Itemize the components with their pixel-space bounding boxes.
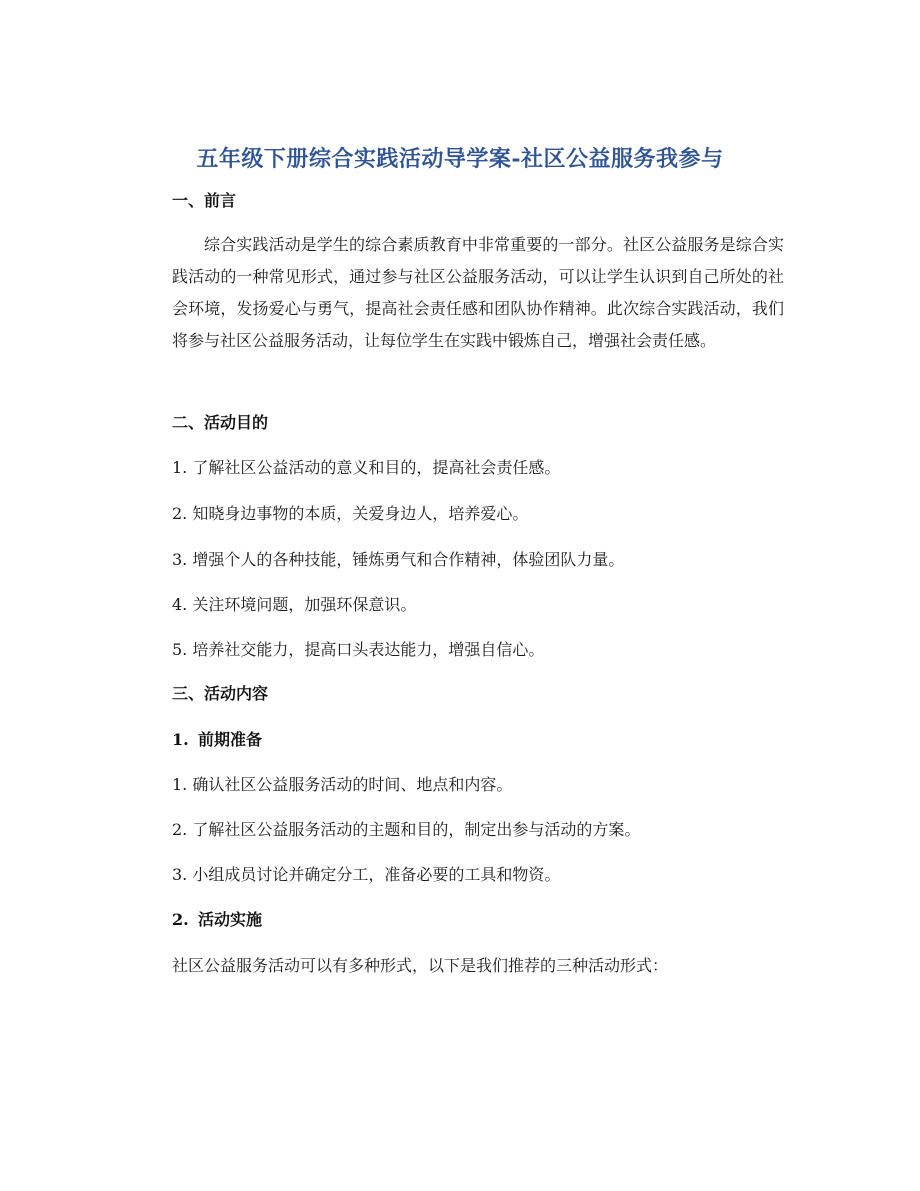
document-title: 五年级下册综合实践活动导学案-社区公益服务我参与 [196,146,724,172]
subsection-heading-preparation [172,728,262,752]
goal-item-3: 3. 增强个人的各种技能，锤炼勇气和合作精神，体验团队力量。 [172,550,625,569]
section-heading-content: 三、活动内容 [172,684,269,703]
section-heading-goals: 二、活动目的 [172,413,269,432]
implementation-paragraph: 社区公益服务活动可以有多种形式，以下是我们推荐的三种活动形式： [172,956,669,975]
preparation-item-2: 2. 了解社区公益服务活动的主题和目的，制定出参与活动的方案。 [172,820,641,839]
goal-item-5: 5. 培养社交能力，提高口头表达能力，增强自信心。 [172,640,545,659]
goal-item-2: 2. 知晓身边事物的本质，关爱身边人，培养爱心。 [172,504,529,523]
subsection-number: 2. [172,910,189,929]
subsection-heading-implementation [172,908,262,932]
section-heading-preface: 一、前言 [172,191,237,210]
subsection-label: 前期准备 [198,730,263,749]
subsection-label: 活动实施 [198,910,263,929]
preparation-item-3: 3. 小组成员讨论并确定分工，准备必要的工具和物资。 [172,865,561,884]
subsection-number: 1. [172,730,189,749]
goal-item-1: 1. 了解社区公益活动的意义和目的，提高社会责任感。 [172,458,561,477]
goal-item-4: 4. 关注环境问题，加强环保意识。 [172,595,417,614]
preface-paragraph: 综合实践活动是学生的综合素质教育中非常重要的一部分。社区公益服务是综合实践活动的一种常见形式，通过参与社区公益服务活动，可以让学生认识到自己所处的社会环境，发扬爱心与勇气，提高社会责任感和团队协作精神。此次综合实践活动，我们将参与社区公益服务活动，让每位学生在实践中锻炼自己，增强社会责任感。 [172,235,784,350]
preparation-item-1: 1. 确认社区公益服务活动的时间、地点和内容。 [172,775,513,794]
